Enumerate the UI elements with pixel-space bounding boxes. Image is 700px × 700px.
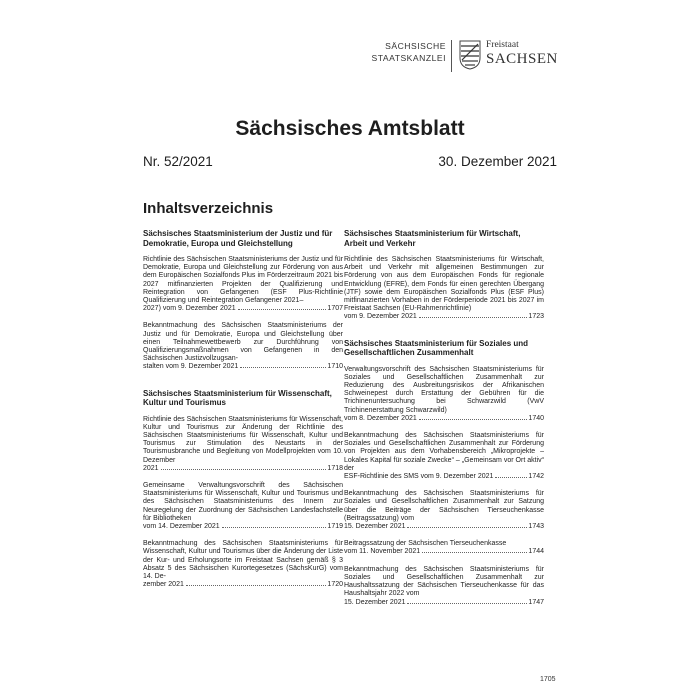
- logo-left-line-1: SÄCHSISCHE: [385, 41, 446, 51]
- section-title: Sächsisches Staatsministerium für Soziales und Gesellschaftlichen Zusammenhalt: [344, 338, 529, 358]
- toc-entry[interactable]: [143, 256, 343, 313]
- toc-entry-lastline-text: zember 2021: [143, 581, 184, 589]
- saxony-crest-icon: [459, 40, 481, 70]
- toc-entry-lastline-text: vom 14. Dezember 2021: [143, 523, 220, 531]
- toc-entry-text: Richtlinie des Sächsischen Staatsministeriums für Wirtschaft, Arbeit und Verkehr mit allgemeinen Bestimmungen zur Förderung von aus dem Europäischen Fonds für regionale Entwicklung (EFRE), dem Fonds für einen gerechten Übergang (JTF) sowie dem Europäischen Sozialfonds Plus (ESF Plus) mitfinanzierten Vorhaben in der Förderperiode 2021 bis 2027 im Freistaat Sachsen (EU-Rahmenrichtlinie): [344, 256, 544, 313]
- toc-entry[interactable]: [344, 566, 544, 607]
- toc-page-number: 1742: [528, 473, 544, 481]
- issue-number: Nr. 52/2021: [143, 154, 213, 169]
- dot-leader: [222, 527, 327, 528]
- dot-leader: [186, 585, 327, 586]
- toc-entry[interactable]: [143, 482, 343, 531]
- toc-entry-lastline: [143, 305, 343, 313]
- page-number: 1705: [540, 676, 556, 683]
- toc-entry-text: Verwaltungsvorschrift des Sächsischen Staatsministeriums für Soziales und Gesellschaftlichen Zusammenhalt zur Reduzierung des Ausbreitungsrisikos der Afrikanischen Schweinepest durch Erstattung der Gebühren für die Trichinenuntersuchung bei Schwarzwild (VwV Trichinenerstattung Schwarzwild): [344, 365, 544, 414]
- dot-leader: [407, 527, 527, 528]
- toc-entry-text: Bekanntmachung des Sächsischen Staatsministeriums für Soziales und Gesellschaftlichen Zusammenhalt zur Haushaltssatzung der Sächsischen Tierseuchenkasse für das Haushaltsjahr 2022 vom: [344, 565, 544, 598]
- toc-entry-lastline: [344, 313, 544, 321]
- dot-leader: [422, 552, 527, 553]
- section-title: Sächsisches Staatsministerium der Justiz und für Demokratie, Europa und Gleichstellung: [143, 229, 333, 248]
- toc-entry-lastline-text: stalten vom 9. Dezember 2021: [143, 363, 239, 371]
- toc-page-number: 1720: [327, 581, 343, 589]
- dot-leader: [419, 419, 528, 420]
- toc-entry-text: Richtlinie des Sächsischen Staatsministeriums für Wissenschaft, Kultur und Tourismus zur Änderung der Richtlinie des Sächsischen Staatsministeriums für Wissenschaft, Kultur und Tourismus zur Stimulation des Neustarts in der Tourismusbranche und Begleitung von Modellprojekten vom 10. Dezember: [143, 415, 343, 464]
- toc-heading: Inhaltsverzeichnis: [143, 200, 274, 217]
- toc-entry-lastline: [344, 473, 544, 481]
- issue-date: 30. Dezember 2021: [438, 154, 557, 169]
- toc-entry-text: Bekanntmachung des Sächsischen Staatsministeriums für Soziales und Gesellschaftlichen Zusammenhalt zur Förderung von Projekten aus dem Vorhabensbereich „Mikroprojekte – Lokales Kapital für soziale Zwecke“ – „Gemeinsam vor Ort aktiv“ der: [344, 432, 544, 472]
- toc-entry[interactable]: [344, 366, 544, 423]
- toc-entry-text: Beitragssatzung der Sächsischen Tierseuchenkasse: [344, 540, 507, 548]
- toc-entry-lastline-text: vom 11. November 2021: [344, 548, 421, 556]
- logo-freistaat: Freistaat: [486, 40, 519, 50]
- section-title: Sächsisches Staatsministerium für Wissenschaft, Kultur und Tourismus: [143, 388, 332, 408]
- toc-page-number: 1743: [528, 523, 544, 531]
- toc-entry[interactable]: [344, 432, 544, 481]
- toc-entry-text: Bekanntmachung des Sächsischen Staatsministeriums für Wissenschaft, Kultur und Tourismus über die Änderung der Liste der Kur- und Erholungsorte im Freistaat Sachsen gemäß § 3 Absatz 5 des Sächsischen Kurortegesetzes (SächsKurG) vom 14. De-: [143, 540, 343, 581]
- toc-entry-lastline-text: 15. Dezember 2021: [344, 598, 406, 606]
- toc-entry-lastline: [344, 548, 544, 556]
- staatskanzlei-wordmark: [340, 40, 446, 64]
- toc-entry-lastline-text: vom 8. Dezember 2021: [344, 414, 417, 422]
- toc-entry-lastline-text: 2027) vom 9. Dezember 2021: [143, 305, 236, 313]
- dot-leader: [161, 469, 327, 470]
- toc-page-number: 1744: [528, 548, 544, 556]
- toc-entry-lastline-text: ESF-Richtlinie des SMS vom 9. Dezember 2021: [344, 473, 494, 481]
- logo-divider: [451, 40, 452, 72]
- toc-page-number: 1740: [528, 414, 544, 422]
- dot-leader: [238, 309, 327, 310]
- toc-entry-lastline: [344, 523, 544, 531]
- toc-entry-lastline: [143, 465, 343, 473]
- dot-leader: [495, 477, 527, 478]
- toc-page-number: 1710: [327, 363, 343, 371]
- logo-sachsen: SACHSEN: [486, 51, 558, 67]
- toc-entry-lastline-text: vom 9. Dezember 2021: [344, 313, 417, 321]
- toc-entry[interactable]: [143, 416, 343, 473]
- toc-entry-lastline-text: 15. Dezember 2021: [344, 523, 406, 531]
- toc-page-number: 1718: [327, 464, 343, 472]
- dot-leader: [240, 367, 326, 368]
- toc-page-number: 1707: [327, 305, 343, 313]
- toc-page-number: 1719: [327, 523, 343, 531]
- toc-entry-lastline: [344, 415, 544, 423]
- toc-entry-text: Bekanntmachung des Sächsischen Staatsministeriums für Soziales und Gesellschaftlichen Zusammenhalt zur Satzung über die Beiträge der Sächsischen Tierseuchenkasse (Beitragssatzung) vom: [344, 490, 544, 522]
- toc-entry[interactable]: [143, 322, 343, 371]
- toc-entry-text: Richtlinie des Sächsischen Staatsministeriums der Justiz und für Demokratie, Europa und Gleichstellung zur Förderung von aus dem Europäischen Sozialfonds Plus im Förderzeitraum 2021 bis 2027 mitfinanzierten Projekten der Qualifizierung und Reintegration von Gefangenen (ESF Plus-Richtlinie Qualifizierung und Reintegration Gefangener 2021–: [143, 256, 343, 305]
- section-title: Sächsisches Staatsministerium für Wirtschaft, Arbeit und Verkehr: [344, 229, 521, 248]
- toc-entry-text: Gemeinsame Verwaltungsvorschrift des Sächsischen Staatsministeriums für Wissenschaft, Kultur und Tourismus und des Sächsischen Staatsministeriums des Innern zur Neuregelung der Zuordnung der Sächsischen Landesfachstelle für Bibliotheken: [143, 482, 343, 522]
- toc-entry[interactable]: [344, 540, 544, 556]
- toc-entry[interactable]: [143, 540, 343, 589]
- toc-page-number: 1747: [528, 598, 544, 606]
- toc-entry[interactable]: [344, 256, 544, 322]
- dot-leader: [419, 317, 528, 318]
- toc-right-column: [344, 229, 544, 616]
- toc-page-number: 1723: [528, 313, 544, 321]
- toc-entry-lastline: [143, 581, 343, 589]
- logo-left-line-2: STAATSKANZLEI: [371, 53, 446, 63]
- toc-entry-lastline-text: 2021: [143, 464, 159, 472]
- toc-entry-lastline: [143, 523, 343, 531]
- toc-entry-lastline: [143, 363, 343, 371]
- document-title: Sächsisches Amtsblatt: [235, 117, 465, 140]
- toc-entry-lastline: [344, 599, 544, 607]
- dot-leader: [407, 603, 527, 604]
- toc-left-column: [143, 229, 343, 599]
- sachsen-wordmark: [486, 40, 558, 68]
- toc-entry[interactable]: [344, 490, 544, 531]
- toc-entry-text: Bekanntmachung des Sächsischen Staatsministeriums der Justiz und für Demokratie, Europa und Gleichstellung über einen Teilnahmewettbewerb zur Durchführung von Qualifizierungsmaßnahmen von Gefangenen in den Sächsischen Justizvollzugsan-: [143, 322, 343, 363]
